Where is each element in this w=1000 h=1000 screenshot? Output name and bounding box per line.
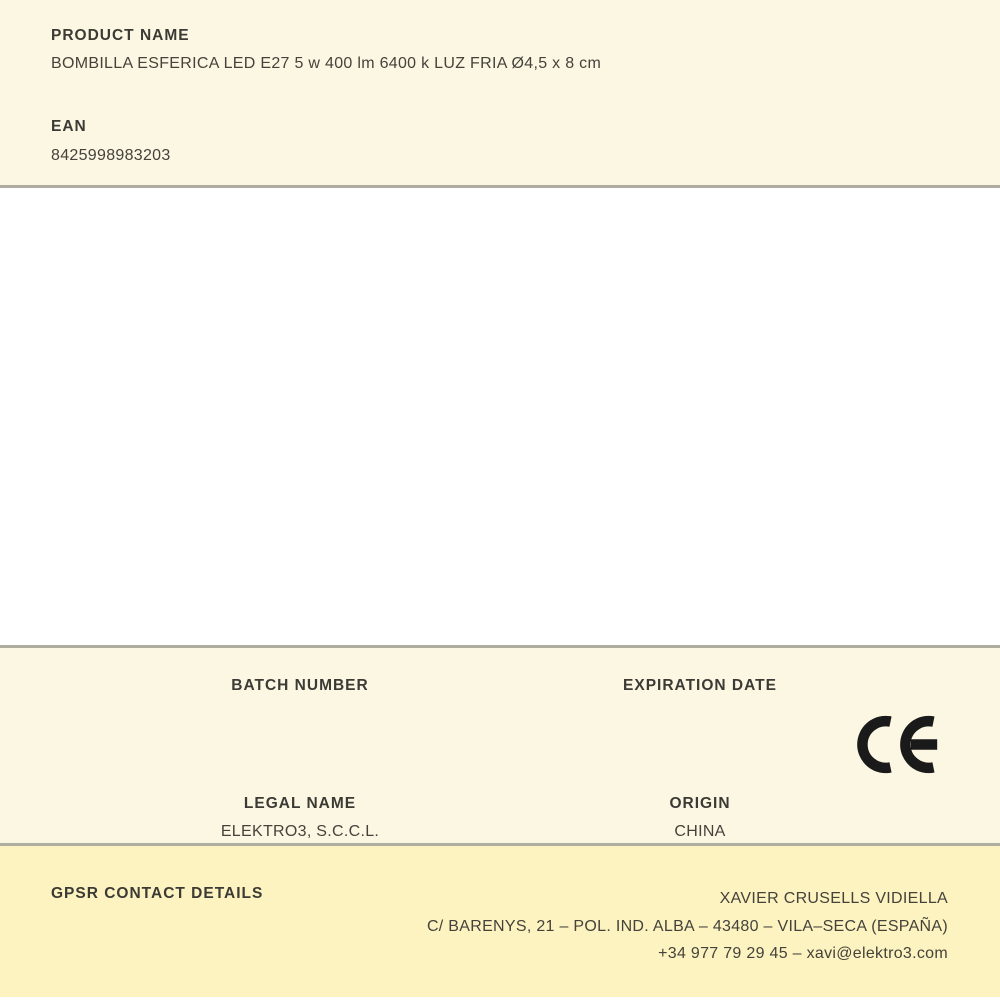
origin-label: ORIGIN: [669, 795, 731, 812]
gpsr-contact-label: GPSR CONTACT DETAILS: [51, 885, 264, 902]
expiration-column: [500, 677, 900, 723]
batch-column: [100, 677, 500, 723]
batch-expiration-row: [100, 677, 900, 723]
legal-name-label: LEGAL NAME: [243, 795, 357, 812]
legal-origin-row: [100, 795, 900, 841]
product-name-value: BOMBILLA ESFERICA LED E27 5 w 400 lm 6400 k LUZ FRIA Ø4,5 x 8 cm: [51, 55, 602, 72]
gpsr-contact-block: [427, 885, 948, 968]
gpsr-contact-phone-email: +34 977 79 29 45 – xavi@elektro3.com: [658, 945, 948, 962]
legal-name-value: ELEKTRO3, S.C.C.L.: [220, 823, 380, 840]
ean-label: EAN: [51, 118, 87, 135]
gpsr-contact-name: XAVIER CRUSELLS VIDIELLA: [719, 890, 948, 907]
product-info-section: [0, 0, 1000, 188]
gpsr-contact-address: C/ BARENYS, 21 – POL. IND. ALBA – 43480 – VILA–SECA (ESPAÑA): [426, 917, 948, 935]
batch-legal-section: [0, 645, 1000, 843]
expiration-date-label: EXPIRATION DATE: [623, 677, 777, 694]
product-name-label: PRODUCT NAME: [51, 27, 190, 44]
legal-name-column: [100, 795, 500, 841]
batch-number-label: BATCH NUMBER: [231, 677, 369, 694]
batch-number-value: [100, 705, 500, 723]
blank-content-area: [0, 188, 1000, 645]
gpsr-contact-section: [0, 843, 1000, 997]
origin-column: [500, 795, 900, 841]
expiration-date-value: [500, 705, 900, 723]
ce-conformity-mark-icon: [857, 714, 941, 775]
ean-value: 8425998983203: [51, 147, 171, 164]
origin-value: CHINA: [674, 823, 726, 840]
